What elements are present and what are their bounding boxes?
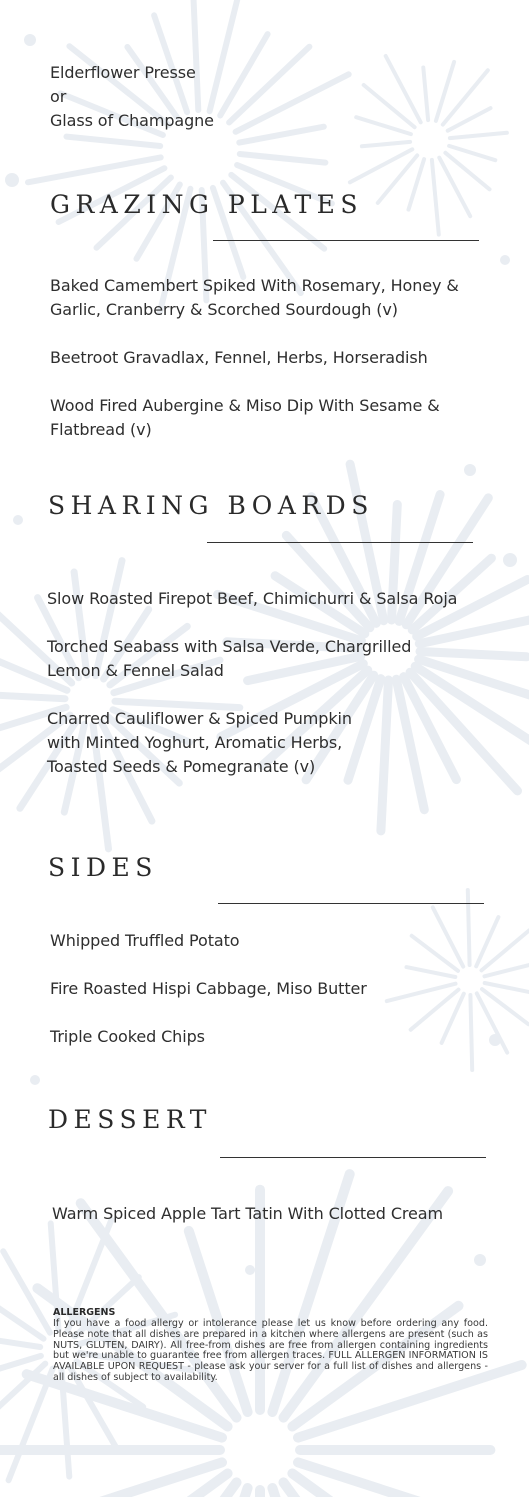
sharing-item-seabass-line1: Torched Seabass with Salsa Verde, Chargrilled bbox=[47, 637, 412, 656]
allergens-heading: ALLERGENS bbox=[53, 1307, 116, 1318]
grazing-plates-heading: GRAZING PLATES bbox=[50, 190, 364, 219]
allergens-notice: If you have a food allergy or intolerance please let us know before ordering any food. Please note that all dishes are prepared in a kitchen where allergens are present (such as NUTS, GLUTEN, DAIRY). All free-from dishes are free from allergen containing ingredients but we're unable to guarantee free from allergen traces. FULL ALLERGEN INFORMATION IS AVAILABLE UPON REQUEST - please ask your server for a full list of dishes and allergens - all dishes of subject to availability. bbox=[53, 1318, 488, 1383]
sides-divider bbox=[218, 903, 484, 904]
sharing-item-cauliflower-line1: Charred Cauliflower & Spiced Pumpkin bbox=[47, 709, 352, 728]
sharing-item-beef: Slow Roasted Firepot Beef, Chimichurri & Salsa Roja bbox=[47, 589, 458, 608]
grazing-item-aubergine-line1: Wood Fired Aubergine & Miso Dip With Sesame & bbox=[50, 396, 440, 415]
sides-heading: SIDES bbox=[48, 853, 158, 882]
sharing-item-seabass-line2: Lemon & Fennel Salad bbox=[47, 661, 224, 680]
dessert-item-tart-tatin: Warm Spiced Apple Tart Tatin With Clotted Cream bbox=[52, 1204, 443, 1223]
sharing-item-cauliflower-line2: with Minted Yoghurt, Aromatic Herbs, bbox=[47, 733, 343, 752]
drink-option-champagne: Glass of Champagne bbox=[50, 111, 214, 130]
grazing-item-camembert-line1: Baked Camembert Spiked With Rosemary, Honey & bbox=[50, 276, 459, 295]
sharing-boards-heading: SHARING BOARDS bbox=[48, 491, 374, 520]
drink-option-separator: or bbox=[50, 87, 67, 106]
grazing-item-gravadlax: Beetroot Gravadlax, Fennel, Herbs, Horseradish bbox=[50, 348, 428, 367]
sides-item-hispi-cabbage: Fire Roasted Hispi Cabbage, Miso Butter bbox=[50, 979, 367, 998]
grazing-item-camembert-line2: Garlic, Cranberry & Scorched Sourdough (v) bbox=[50, 300, 398, 319]
sides-item-chips: Triple Cooked Chips bbox=[50, 1027, 205, 1046]
dessert-heading: DESSERT bbox=[48, 1105, 212, 1134]
grazing-item-aubergine-line2: Flatbread (v) bbox=[50, 420, 152, 439]
sharing-item-cauliflower-line3: Toasted Seeds & Pomegranate (v) bbox=[47, 757, 316, 776]
dessert-divider bbox=[220, 1157, 486, 1158]
drink-option-elderflower: Elderflower Presse bbox=[50, 63, 196, 82]
grazing-plates-divider bbox=[213, 240, 479, 241]
sharing-boards-divider bbox=[207, 542, 473, 543]
sides-item-truffled-potato: Whipped Truffled Potato bbox=[50, 931, 240, 950]
